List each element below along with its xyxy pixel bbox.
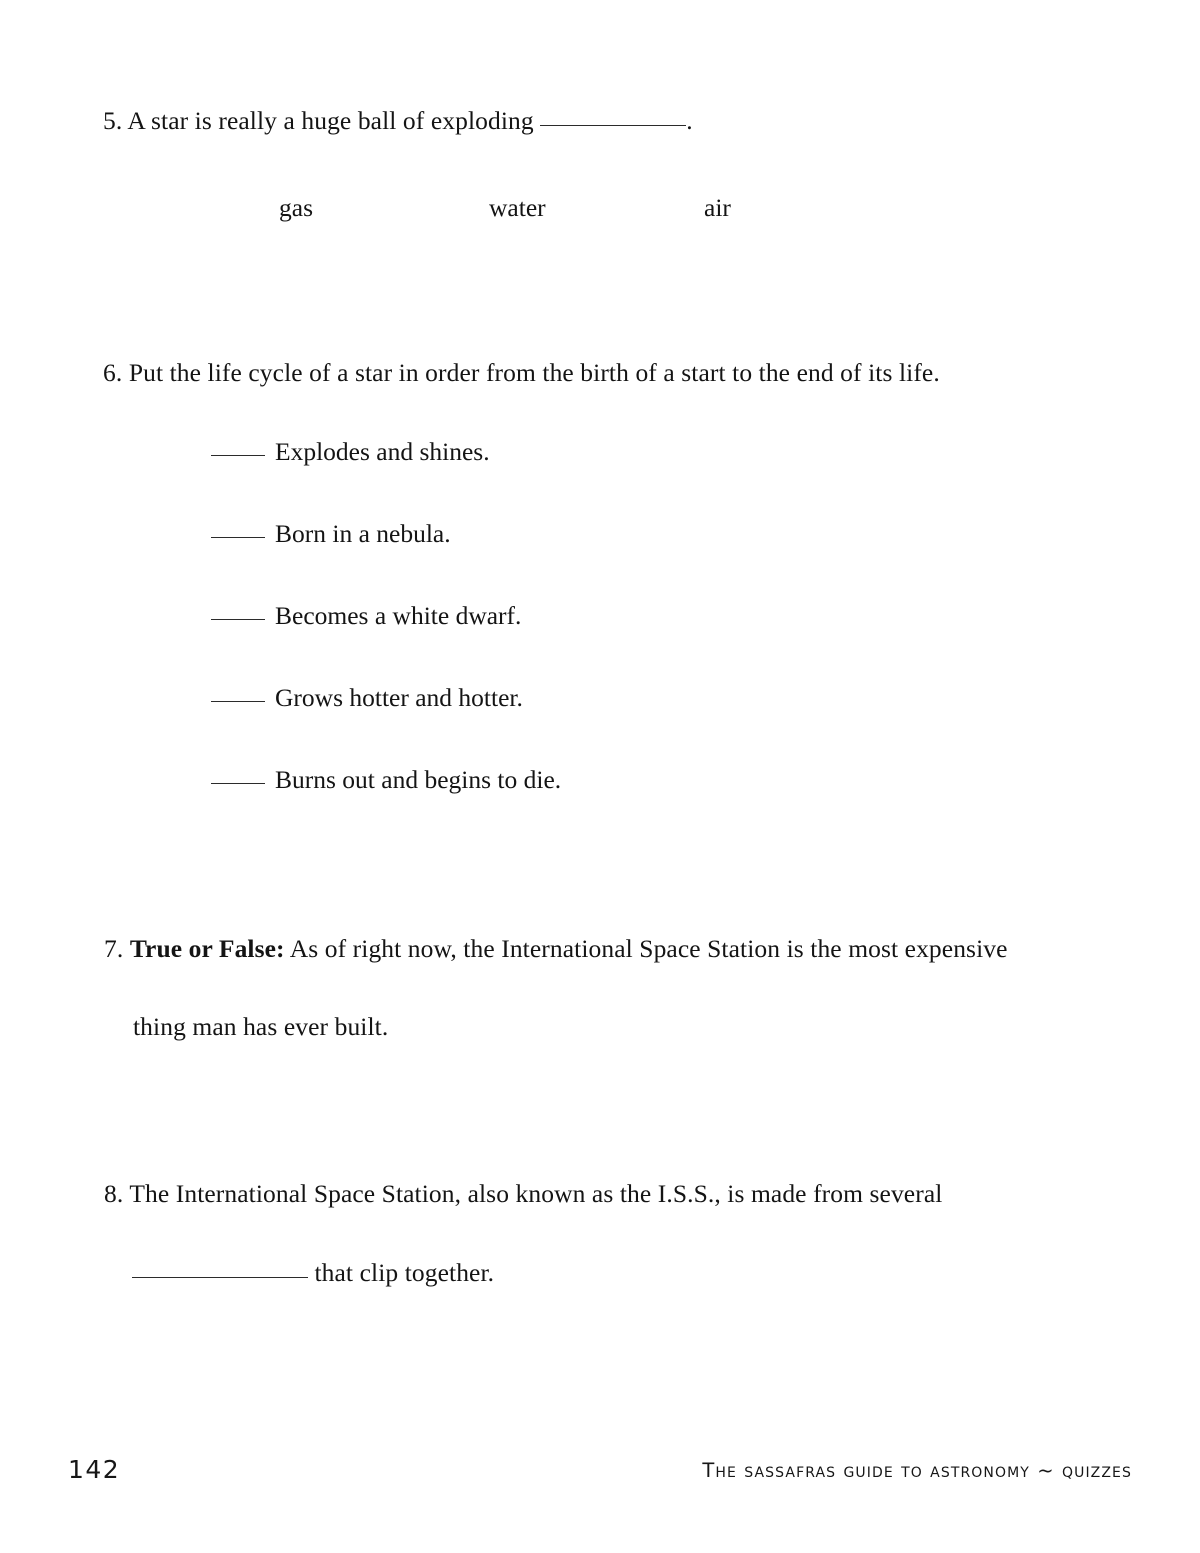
choice-air[interactable]: air (704, 193, 731, 222)
order-blank-4[interactable] (211, 701, 265, 702)
question-7-number: 7. (104, 934, 124, 963)
list-item (211, 683, 911, 765)
question-7-text-line-2: thing man has ever built. (133, 1012, 389, 1041)
order-blank-3[interactable] (211, 619, 265, 620)
question-6-prompt: Put the life cycle of a star in order from the birth of a start to the end of its life. (128, 358, 940, 387)
question-8-line-2 (132, 1258, 494, 1287)
question-5-text-after-blank: . (686, 106, 693, 135)
question-5-line (103, 106, 693, 135)
page-number: 142 (68, 1455, 121, 1484)
order-label-3: Becomes a white dwarf. (275, 601, 522, 630)
question-7-line-1 (104, 934, 1008, 963)
question-8-line-1 (104, 1179, 942, 1208)
question-7-line-2 (133, 1012, 388, 1041)
question-8-continuation (132, 1258, 494, 1287)
question-5 (103, 106, 693, 135)
question-7-text-line-1: As of right now, the International Space Station is the most expensive (289, 934, 1008, 963)
question-8-text-line-1: The International Space Station, also known as the I.S.S., is made from several (129, 1179, 943, 1208)
question-8 (104, 1179, 942, 1208)
question-7-continuation (133, 1012, 388, 1041)
choice-gas[interactable]: gas (279, 193, 313, 222)
order-blank-5[interactable] (211, 783, 265, 784)
question-6-prompt-line (103, 358, 940, 387)
question-8-number: 8. (104, 1179, 124, 1208)
order-label-4: Grows hotter and hotter. (275, 683, 523, 712)
question-7 (104, 934, 1008, 963)
list-item (211, 601, 911, 683)
order-label-1: Explodes and shines. (275, 437, 490, 466)
question-5-number: 5. (103, 106, 123, 135)
book-title: the sassafras guide to astronomy ~ quizzes (702, 1459, 1132, 1482)
question-8-text-after-blank: that clip together. (314, 1258, 495, 1287)
list-item (211, 765, 911, 847)
question-5-answer-blank[interactable] (540, 125, 686, 126)
question-7-true-or-false-label: True or False: (129, 934, 285, 963)
list-item (211, 437, 911, 519)
choice-water[interactable]: water (489, 193, 546, 222)
question-8-answer-blank[interactable] (132, 1277, 308, 1278)
order-label-5: Burns out and begins to die. (275, 765, 562, 794)
order-label-2: Born in a nebula. (275, 519, 451, 548)
question-6-ordering-list (211, 437, 911, 847)
list-item (211, 519, 911, 601)
order-blank-2[interactable] (211, 537, 265, 538)
question-5-text-before-blank: A star is really a huge ball of exploding (127, 106, 534, 135)
page-footer (0, 1455, 1200, 1495)
question-6 (103, 358, 940, 387)
question-6-number: 6. (103, 358, 123, 387)
order-blank-1[interactable] (211, 455, 265, 456)
question-5-choices (0, 193, 1200, 229)
